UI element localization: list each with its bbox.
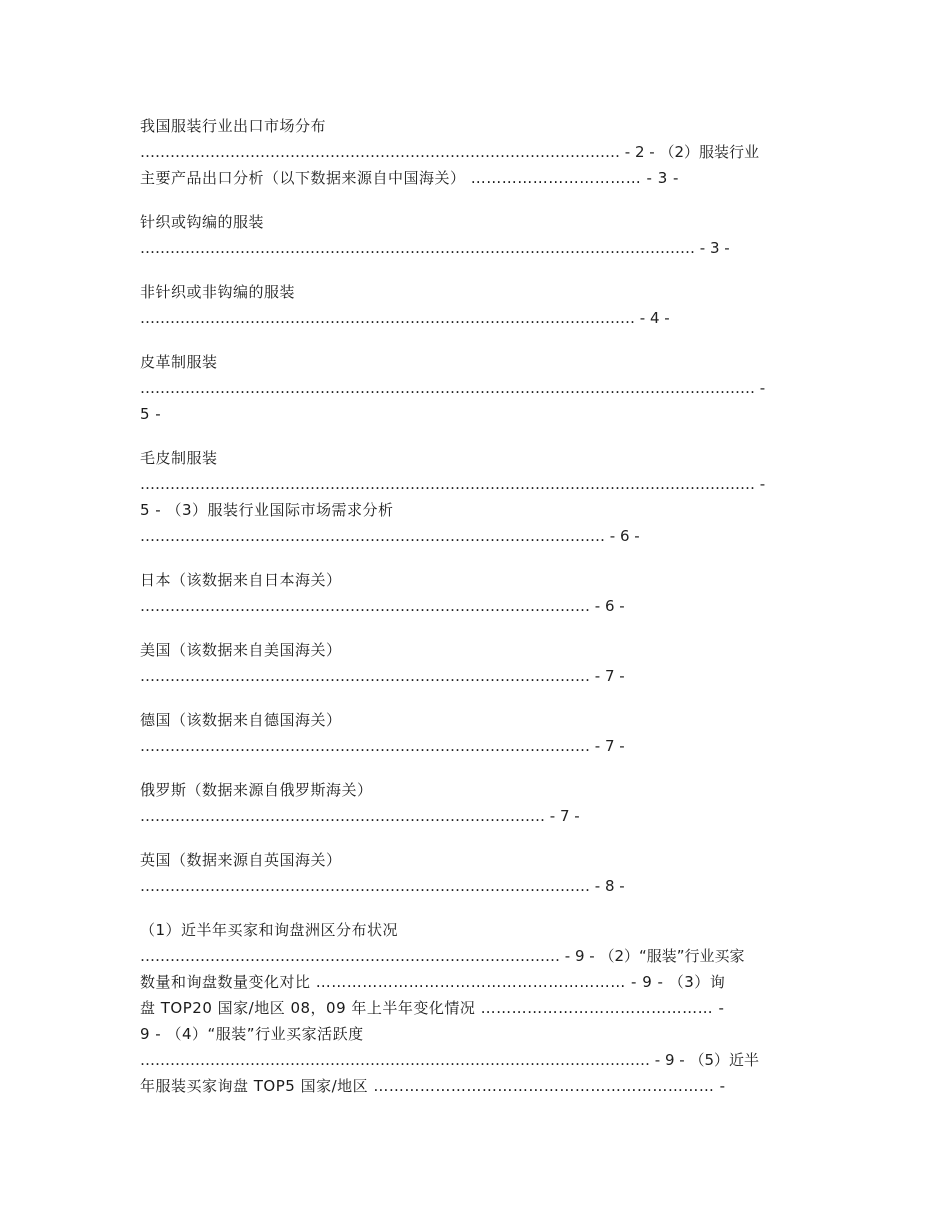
toc-leader-line: ……………………………………………………………………………… - 6 -: [140, 597, 625, 615]
toc-leader-line: ………………………………………………………………………… - 9 - （2）“服装”行业买家: [140, 947, 745, 965]
toc-entry-title: 德国（该数据来自德国海关）: [140, 711, 342, 729]
toc-entry-title: 年服装买家询盘 TOP5 国家/地区 ………………………………………………………… -: [140, 1077, 726, 1095]
toc-leader-line: ………………………………………………………………………………………… - 9 - （5）近半: [140, 1051, 759, 1069]
toc-entry-title: 日本（该数据来自日本海关）: [140, 571, 342, 589]
toc-entry-title: 俄罗斯（数据来源自俄罗斯海关）: [140, 781, 373, 799]
table-of-contents: [140, 113, 820, 1099]
toc-leader-line: …………………………………………………………………………………… - 2 - （2）服装行业: [140, 143, 759, 161]
toc-entry-title: 5 - （3）服装行业国际市场需求分析: [140, 501, 394, 519]
toc-entry-title: 毛皮制服装: [140, 449, 218, 467]
toc-entry-title: 美国（该数据来自美国海关）: [140, 641, 342, 659]
toc-leader-line: ……………………………………………………………………………… - 7 -: [140, 737, 625, 755]
toc-leader-line: ……………………………………………………………………………… - 7 -: [140, 667, 625, 685]
toc-entry-title: （1）近半年买家和询盘洲区分布状况: [140, 921, 399, 939]
toc-entry-title: 皮革制服装: [140, 353, 218, 371]
toc-page-number: 5 -: [140, 405, 162, 423]
toc-entry-title: 非针织或非钩编的服装: [140, 283, 296, 301]
toc-leader-line: ………………………………………………………………………………………………… - 3 -: [140, 239, 730, 257]
toc-leader-line: ……………………………………………………………………………… - 8 -: [140, 877, 625, 895]
toc-entry-title: 我国服装行业出口市场分布: [140, 117, 327, 135]
toc-entry-title: 9 - （4）“服装”行业买家活跃度: [140, 1025, 364, 1043]
toc-leader-line: ………………………………………………………………………………… - 6 -: [140, 527, 640, 545]
toc-entry-title: 英国（数据来源自英国海关）: [140, 851, 342, 869]
toc-entry-title: 盘 TOP20 国家/地区 08，09 年上半年变化情况 ……………………………………… -: [140, 999, 725, 1017]
toc-leader-line: …………………………………………………………………………………………………………… -: [140, 475, 766, 493]
toc-entry-title: 针织或钩编的服装: [140, 213, 265, 231]
toc-entry-title: 主要产品出口分析（以下数据来源自中国海关） …………………………… - 3 -: [140, 169, 679, 187]
toc-leader-line: ……………………………………………………………………… - 7 -: [140, 807, 580, 825]
toc-entry-title: 数量和询盘数量变化对比 …………………………………………………… - 9 - （3）询: [140, 973, 726, 991]
toc-leader-line: ……………………………………………………………………………………… - 4 -: [140, 309, 670, 327]
toc-leader-line: …………………………………………………………………………………………………………… -: [140, 379, 766, 397]
